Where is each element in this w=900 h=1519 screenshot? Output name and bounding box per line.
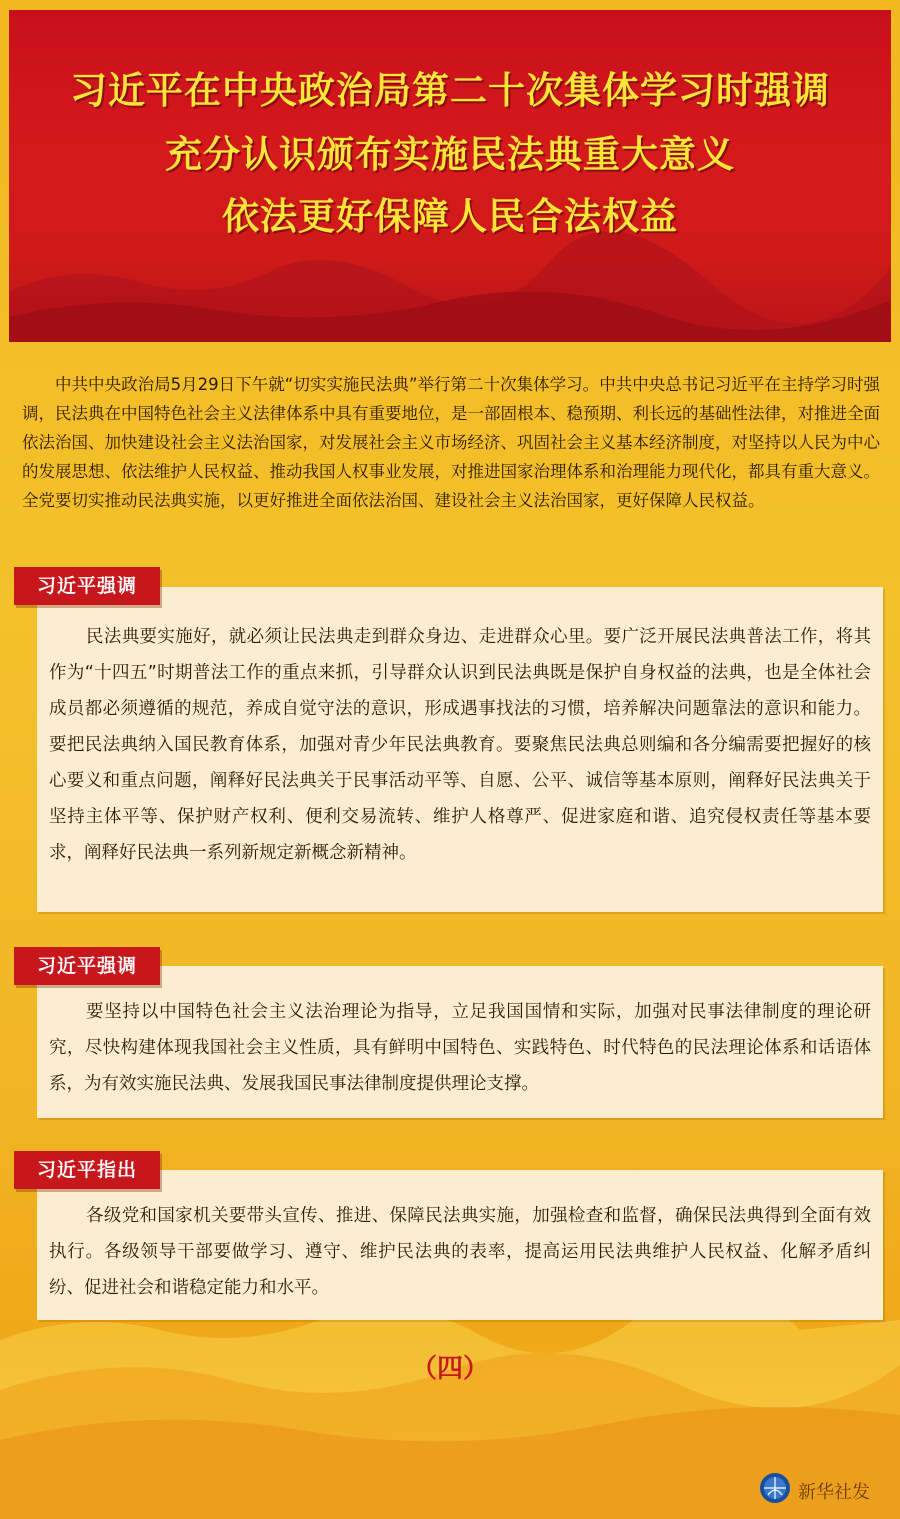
- title-line-2: 充分认识颁布实施民法典重大意义: [165, 133, 735, 176]
- section-panel-3: [37, 1170, 883, 1320]
- xinhua-globe-logo-icon: [759, 1472, 791, 1504]
- title-line-3: 依法更好保障人民合法权益: [222, 195, 678, 238]
- title-line-1: 习近平在中央政治局第二十次集体学习时强调: [70, 69, 830, 112]
- intro-paragraph: 中共中央政治局5月29日下午就“切实实施民法典”举行第二十次集体学习。中共中央总书记习近平在主持学习时强调，民法典在中国特色社会主义法律体系中具有重要地位，是一部固根本、稳预期、利长远的基础性法律，对推进全面依法治国、加快建设社会主义法治国家，对发展社会主义市场经济、巩固社会主义基本经济制度，对坚持以人民为中心的发展思想、依法维护人民权益、推动我国人权事业发展，对推进国家治理体系和治理能力现代化，都具有重大意义。全党要切实推动民法典实施，以更好推进全面依法治国、建设社会主义法治国家，更好保障人民权益。: [22, 375, 880, 510]
- section-tag-1: 习近平强调: [14, 567, 160, 605]
- section-text-1: 民法典要实施好，就必须让民法典走到群众身边、走进群众心里。要广泛开展民法典普法工作，将其作为“十四五”时期普法工作的重点来抓，引导群众认识到民法典既是保护自身权益的法典，也是全体社会成员都必须遵循的规范，养成自觉守法的意识，形成遇事找法的习惯，培养解决问题靠法的意识和能力。要把民法典纳入国民教育体系，加强对青少年民法典教育。要聚焦民法典总则编和各分编需要把握好的核心要义和重点问题，阐释好民法典关于民事活动平等、自愿、公平、诚信等基本原则，阐释好民法典关于坚持主体平等、保护财产权利、便利交易流转、维护人格尊严、促进家庭和谐、追究侵权责任等基本要求，阐释好民法典一系列新规定新概念新精神。: [49, 627, 871, 863]
- section-tag-3: 习近平指出: [14, 1151, 160, 1189]
- section-text-3: 各级党和国家机关要带头宣传、推进、保障民法典实施，加强检查和监督，确保民法典得到全面有效执行。各级领导干部要做学习、遵守、维护民法典的表率，提高运用民法典维护人民权益、化解矛盾纠纷、促进社会和谐稳定能力和水平。: [49, 1206, 871, 1298]
- section-panel-1: [37, 587, 883, 912]
- section-text-2: 要坚持以中国特色社会主义法治理论为指导，立足我国国情和实际，加强对民事法律制度的理论研究，尽快构建体现我国社会主义性质，具有鲜明中国特色、实践特色、时代特色的民法理论体系和话语体系，为有效实施民法典、发展我国民事法律制度提供理论支撑。: [49, 1002, 871, 1094]
- part-number: （四）: [410, 1354, 489, 1384]
- header-banner: [9, 10, 891, 342]
- section-panel-2: [37, 966, 883, 1118]
- section-tag-2: 习近平强调: [14, 947, 160, 985]
- publisher-credit: 新华社发: [798, 1482, 870, 1503]
